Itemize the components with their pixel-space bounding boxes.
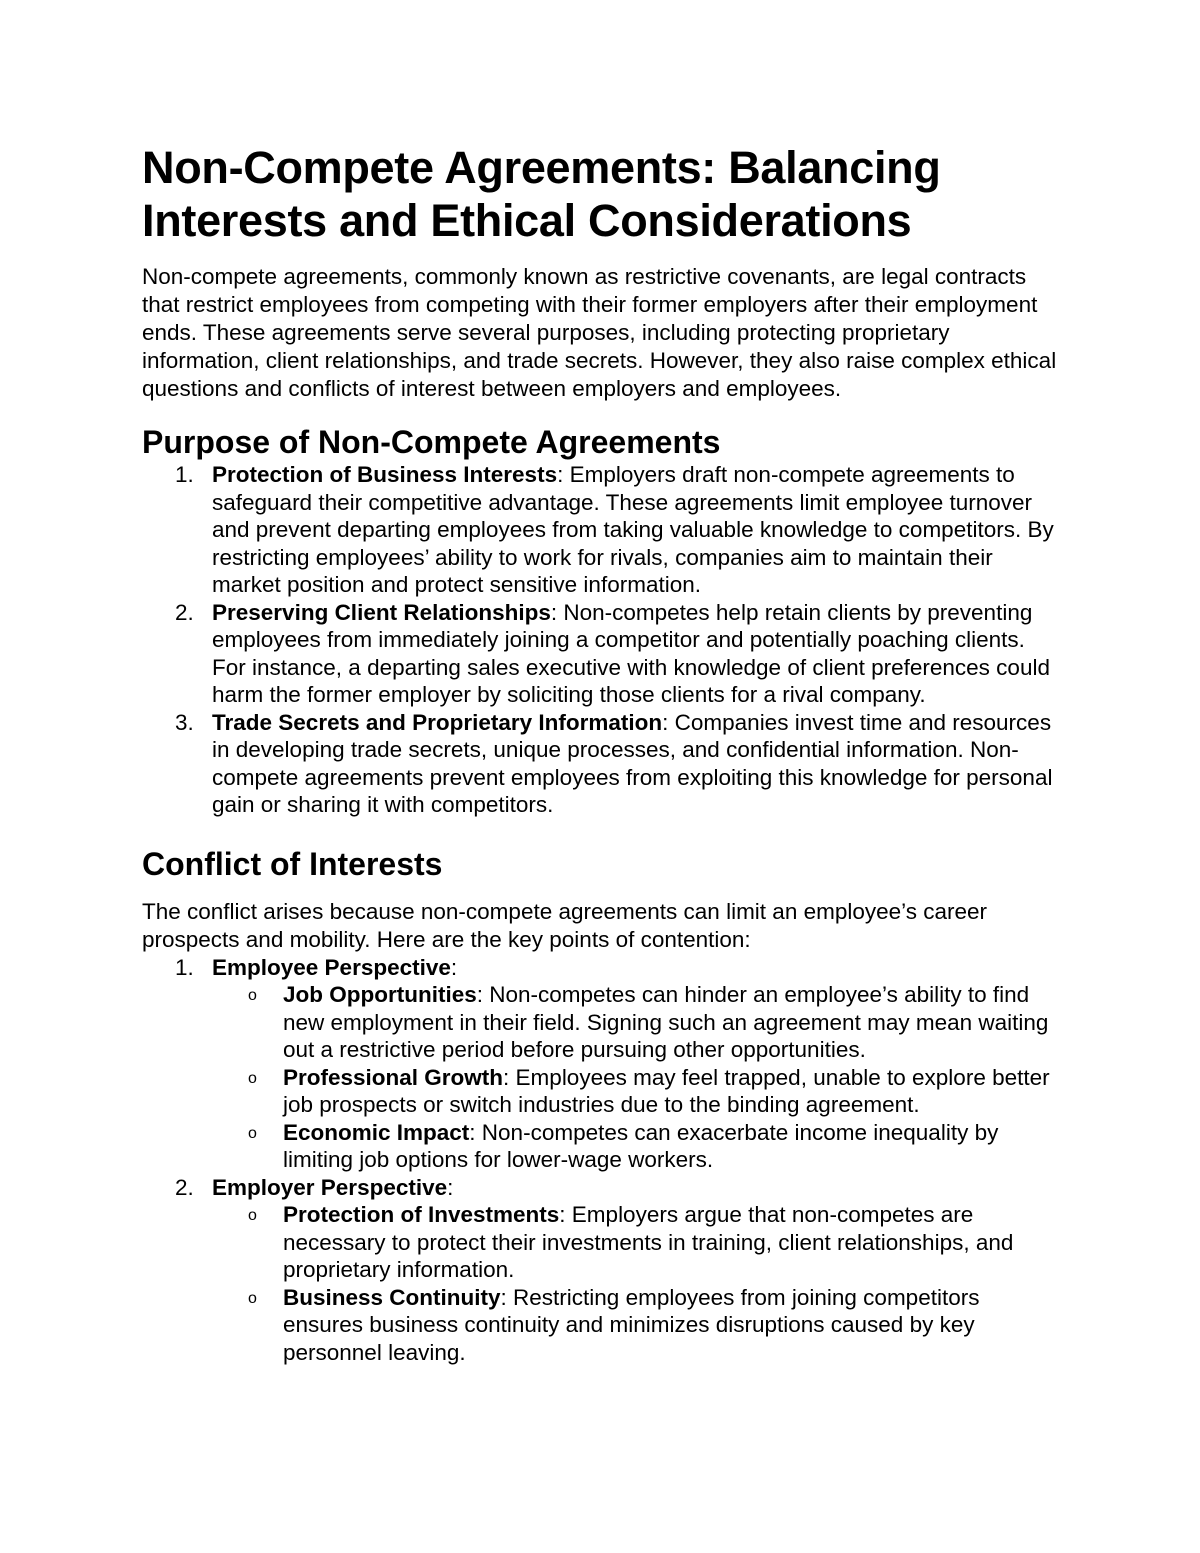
purpose-list: [142, 461, 1060, 819]
list-number: 1.: [175, 954, 194, 980]
intro-paragraph: Non-compete agreements, commonly known as restrictive covenants, are legal contracts that restrict employees from competing with their former employers after their employment ends. These agreements serve several purposes, including protecting proprietary information, client relationships, and trade secrets. However, they also raise complex ethical questions and conflicts of interest between employers and employees.: [142, 264, 1057, 401]
sub-point-term: Economic Impact: [283, 1119, 470, 1145]
conflict-heading: Conflict of Interests: [142, 845, 443, 882]
sub-point-text: : Restricting employees from joining competitors ensures business continuity and minimizes disruptions caused by key personnel leaving.: [283, 1284, 980, 1365]
sub-point: [212, 1284, 1060, 1367]
perspective-suffix: :: [447, 1174, 454, 1200]
perspective-suffix: :: [450, 954, 458, 980]
perspective-points: [212, 1201, 1060, 1366]
sub-point: [212, 1201, 1060, 1284]
document-title: Non-Compete Agreements: Balancing Interests and Ethical Considerations: [142, 142, 941, 246]
purpose-item: [142, 599, 1060, 709]
sub-point: [212, 1119, 1060, 1174]
circle-bullet-icon: o: [248, 987, 257, 1004]
perspective-term: Employee Perspective: [212, 954, 451, 980]
sub-point-term: Job Opportunities: [283, 982, 477, 1007]
sub-point: [212, 981, 1060, 1064]
sub-point-text: : Employees may feel trapped, unable to explore better job prospects or switch industries due to the binding agreement.: [283, 1064, 1050, 1117]
list-number: 3.: [175, 709, 194, 735]
sub-point-text: : Non-competes can hinder an employee’s ability to find new employment in their field. Signing such an agreement may mean waiting out a restrictive period before pursuing other opportunities.: [283, 982, 1049, 1062]
sub-point-text: : Employers argue that non-competes are necessary to protect their investments in training, client relationships, and proprietary information.: [283, 1202, 1014, 1282]
list-number: 1.: [175, 462, 194, 487]
purpose-item: [142, 709, 1060, 819]
purpose-item-text: : Companies invest time and resources in developing trade secrets, unique processes, and confidential information. Non-compete agreements prevent employees from exploiting this knowledge for personal gain or sharing it with competitors.: [212, 709, 1053, 817]
perspective-list: [142, 954, 1060, 1367]
purpose-item-term: Preserving Client Relationships: [212, 599, 551, 625]
sub-point-term: Business Continuity: [283, 1284, 501, 1310]
purpose-item-term: Protection of Business Interests: [212, 462, 558, 487]
perspective-term: Employer Perspective: [212, 1174, 448, 1200]
circle-bullet-icon: o: [248, 1289, 257, 1307]
circle-bullet-icon: o: [248, 1069, 257, 1087]
list-number: 2.: [175, 599, 194, 625]
perspective-item: [142, 1174, 1060, 1367]
perspective-points: [212, 981, 1060, 1174]
circle-bullet-icon: o: [248, 1207, 257, 1224]
sub-point: [212, 1064, 1060, 1119]
conflict-lead-paragraph: The conflict arises because non-compete agreements can limit an employee’s career prospects and mobility. Here are the key points of contention:: [142, 898, 988, 952]
purpose-item: [142, 461, 1060, 599]
purpose-item-term: Trade Secrets and Proprietary Information: [212, 709, 663, 735]
sub-point-text: : Non-competes can exacerbate income inequality by limiting job options for lower-wage workers.: [283, 1119, 999, 1172]
perspective-item: [142, 954, 1060, 1174]
sub-point-term: Professional Growth: [283, 1064, 504, 1090]
purpose-item-text: : Employers draft non-compete agreements to safeguard their competitive advantage. These agreements limit employee turnover and prevent departing employees from taking valuable knowledge to competitors. By restricting employees’ ability to work for rivals, companies aim to maintain their market position and protect sensitive information.: [212, 462, 1054, 597]
list-number: 2.: [175, 1174, 194, 1200]
circle-bullet-icon: o: [248, 1124, 257, 1142]
purpose-item-text: : Non-competes help retain clients by preventing employees from immediately joining a competitor and potentially poaching clients. For instance, a departing sales executive with knowledge of client preferences could harm the former employer by soliciting those clients for a rival company.: [212, 599, 1050, 707]
sub-point-term: Protection of Investments: [283, 1202, 560, 1227]
purpose-heading: Purpose of Non-Compete Agreements: [142, 424, 721, 460]
